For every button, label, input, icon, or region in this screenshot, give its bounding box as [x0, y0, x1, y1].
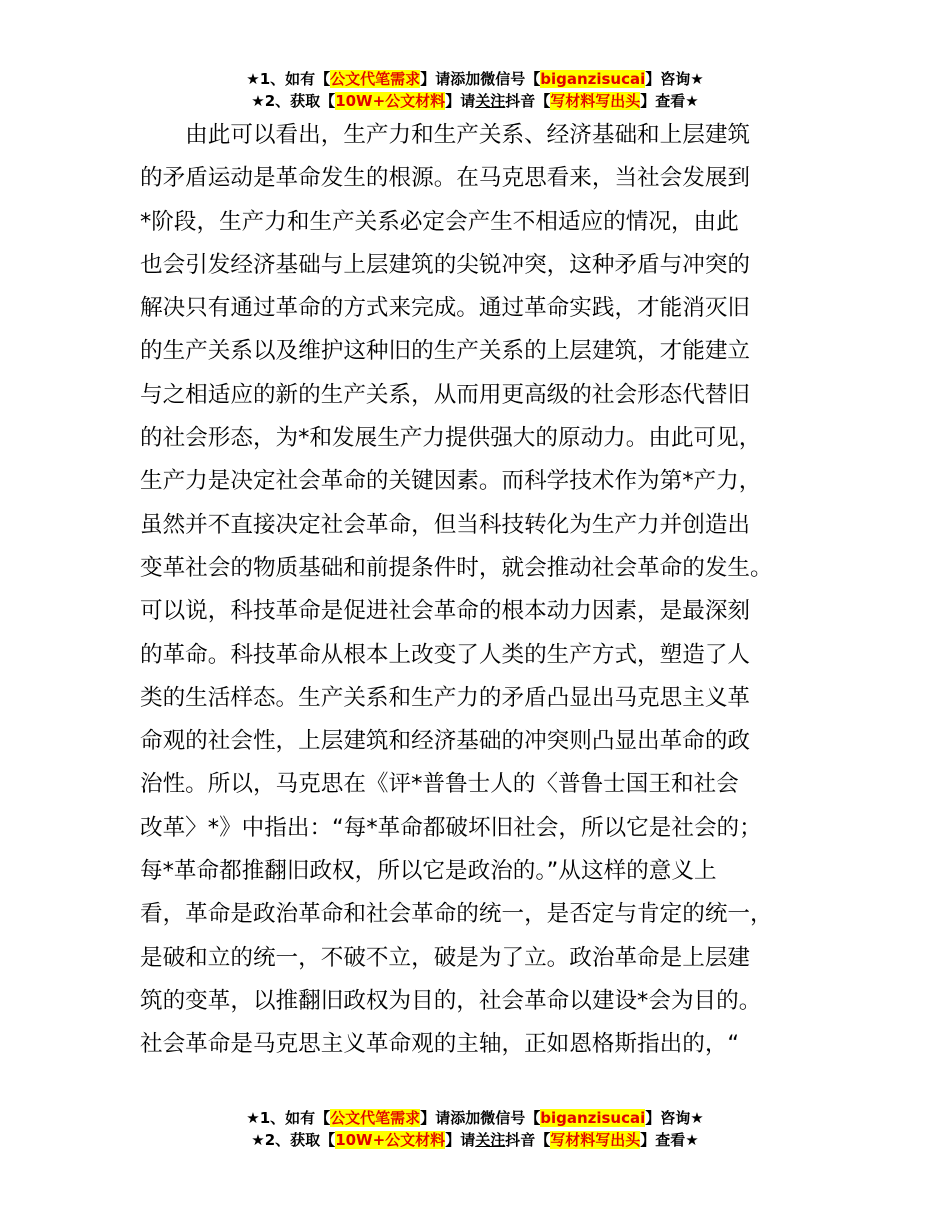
body-line: 与之相适应的新的生产关系，从而用更高级的社会形态代替旧: [140, 381, 751, 408]
banner-highlight-wechat-id: biganzisucai: [540, 70, 646, 88]
banner-highlight-douyin-account: 写材料写出头: [550, 1131, 641, 1149]
body-line: 也会引发经济基础与上层建筑的尖锐冲突，这种矛盾与冲突的: [140, 251, 751, 278]
banner-highlight-douyin-account: 写材料写出头: [550, 92, 641, 110]
banner-text: 】咨询★: [645, 1109, 704, 1127]
header-banner-line-1: [0, 68, 950, 90]
body-line: 改革〉*》中指出：“每*革命都破坏旧社会，所以它是社会的；: [140, 814, 762, 841]
header-banner-line-2: [0, 90, 950, 112]
body-line: 是破和立的统一，不破不立，破是为了立。政治革命是上层建: [140, 944, 751, 971]
body-line: 变革社会的物质基础和前提条件时，就会推动社会革命的发生。: [140, 554, 773, 581]
body-line: 社会革命是马克思主义革命观的主轴，正如恩格斯指出的，“: [140, 1031, 740, 1058]
body-line: *阶段，生产力和生产关系必定会产生不相适应的情况，由此: [140, 208, 739, 235]
banner-highlight-service: 公文代笔需求: [330, 1109, 421, 1127]
header-banner: [0, 68, 950, 112]
body-line: 类的生活样态。生产关系和生产力的矛盾凸显出马克思主义革: [140, 684, 751, 711]
body-line: 的革命。科技革命从根本上改变了人类的生产方式，塑造了人: [140, 641, 751, 668]
banner-text: 】请添加微信号【: [420, 1109, 541, 1127]
banner-text: 抖音【: [505, 92, 551, 110]
banner-highlight-materials: 10W+公文材料: [335, 1131, 446, 1149]
banner-text: ★2、获取【: [251, 1131, 336, 1149]
banner-underlined-follow: 关注: [475, 1131, 506, 1149]
banner-text: ★2、获取【: [251, 92, 336, 110]
body-line: 生产力是决定社会革命的关键因素。而科学技术作为第*产力，: [140, 468, 762, 495]
banner-text: 】请: [445, 1131, 476, 1149]
banner-text: 】查看★: [640, 92, 699, 110]
banner-highlight-service: 公文代笔需求: [330, 70, 421, 88]
banner-text: 抖音【: [505, 1131, 551, 1149]
banner-text: ★1、如有【: [246, 70, 331, 88]
banner-text: 】请: [445, 92, 476, 110]
body-line: 每*革命都推翻旧政权，所以它是政治的。”从这样的意义上: [140, 858, 717, 885]
body-line: 看，革命是政治革命和社会革命的统一，是否定与肯定的统一，: [140, 901, 773, 928]
body-line: 命观的社会性，上层建筑和经济基础的冲突则凸显出革命的政: [140, 728, 751, 755]
banner-highlight-wechat-id: biganzisucai: [540, 1109, 646, 1127]
banner-highlight-materials: 10W+公文材料: [335, 92, 446, 110]
body-line: 虽然并不直接决定社会革命，但当科技转化为生产力并创造出: [140, 511, 751, 538]
footer-banner: [0, 1107, 950, 1151]
body-line: 治性。所以，马克思在《评*普鲁士人的〈普鲁士国王和社会: [140, 771, 739, 798]
body-line: 的社会形态，为*和发展生产力提供强大的原动力。由此可见，: [140, 425, 762, 452]
banner-text: ★1、如有【: [246, 1109, 331, 1127]
banner-text: 】请添加微信号【: [420, 70, 541, 88]
banner-underlined-follow: 关注: [475, 92, 506, 110]
footer-banner-line-1: [0, 1107, 950, 1129]
body-line: 筑的变革，以推翻旧政权为目的，社会革命以建设*会为目的。: [140, 987, 762, 1014]
document-body: [140, 114, 832, 1067]
body-line: 可以说，科技革命是促进社会革命的根本动力因素，是最深刻: [140, 598, 751, 625]
banner-text: 】咨询★: [645, 70, 704, 88]
body-line: 由此可以看出，生产力和生产关系、经济基础和上层建筑: [140, 122, 751, 148]
body-line: 解决只有通过革命的方式来完成。通过革命实践，才能消灭旧: [140, 295, 751, 322]
body-line: 的生产关系以及维护这种旧的生产关系的上层建筑，才能建立: [140, 338, 751, 365]
footer-banner-line-2: [0, 1129, 950, 1151]
body-line: 的矛盾运动是革命发生的根源。在马克思看来，当社会发展到: [140, 165, 751, 192]
banner-text: 】查看★: [640, 1131, 699, 1149]
